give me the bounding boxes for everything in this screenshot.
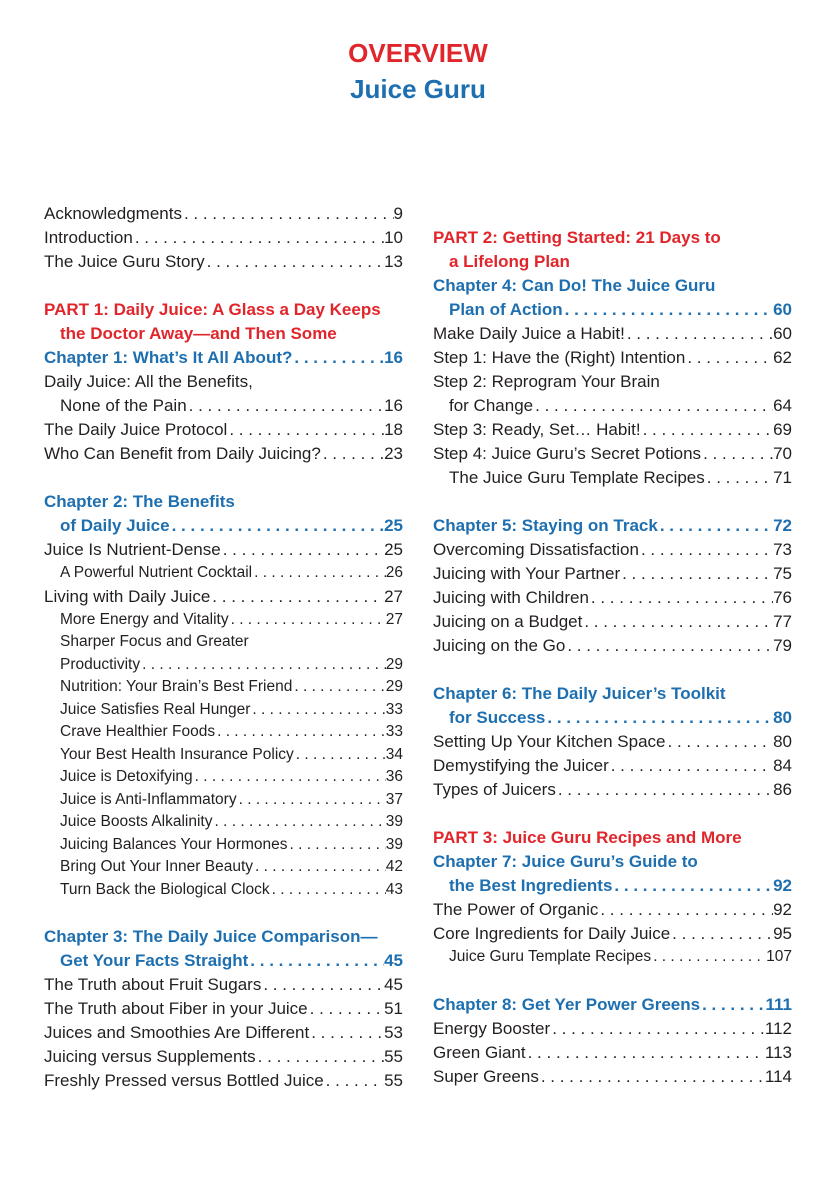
- toc-subentry[interactable]: [44, 654, 403, 677]
- toc-entry-title: Juicing versus Supplements: [44, 1047, 256, 1066]
- toc-entry-title: Juicing with Your Partner: [433, 564, 621, 583]
- toc-entry[interactable]: [433, 610, 792, 634]
- leader-dots: [221, 538, 384, 562]
- toc-entry-title: More Energy and Vitality: [60, 610, 229, 628]
- leader-dots: [140, 654, 386, 677]
- toc-entry-page: 13: [384, 252, 403, 271]
- leader-dots: [187, 394, 384, 418]
- toc-entry[interactable]: [433, 562, 792, 586]
- toc-entry[interactable]: [44, 1021, 403, 1045]
- toc-entry-title: Juice Satisfies Real Hunger: [60, 700, 251, 718]
- leader-dots: [550, 1017, 765, 1041]
- toc-entry-title: Turn Back the Biological Clock: [60, 880, 270, 898]
- leader-dots: [229, 609, 386, 632]
- toc-entry-title: Productivity: [60, 655, 141, 673]
- toc-subentry[interactable]: [44, 609, 403, 632]
- leader-dots: [620, 562, 773, 586]
- toc-subentry[interactable]: [433, 946, 792, 969]
- chapter-heading[interactable]: [433, 850, 792, 874]
- leader-dots: [133, 226, 384, 250]
- toc-entry[interactable]: [44, 1045, 403, 1069]
- toc-entry[interactable]: [44, 202, 403, 226]
- leader-dots: [565, 634, 773, 658]
- toc-entry-page: 18: [384, 420, 403, 439]
- toc-entry-page: 36: [385, 768, 403, 785]
- toc-entry-title: Juice is Anti-Inflammatory: [60, 790, 237, 808]
- toc-subentry[interactable]: [44, 631, 403, 654]
- spacer: [433, 658, 792, 682]
- toc-entry-page: 53: [384, 1023, 403, 1042]
- toc-entry-title: Juicing on a Budget: [433, 612, 583, 631]
- toc-entry-page: 16: [384, 396, 403, 415]
- toc-entry-page: 73: [773, 540, 792, 559]
- toc-entry-title: Juice is Detoxifying: [60, 768, 193, 785]
- toc-entry-page: 62: [773, 348, 792, 367]
- toc-subentry[interactable]: [44, 766, 403, 789]
- toc-entry-title: Energy Booster: [433, 1018, 551, 1038]
- toc-entry-page: 55: [384, 1071, 403, 1090]
- toc-entry[interactable]: [44, 538, 403, 562]
- leader-dots: [612, 874, 773, 898]
- toc-subentry[interactable]: [44, 789, 403, 812]
- toc-entry-title: The Truth about Fruit Sugars: [44, 975, 262, 994]
- leader-dots: [658, 514, 773, 538]
- toc-entry-title: None of the Pain: [60, 396, 187, 415]
- toc-entry[interactable]: [44, 250, 403, 274]
- part-heading-text: PART 1: Daily Juice: A Glass a Day Keeps: [44, 300, 381, 319]
- chapter-title: for Success: [449, 708, 546, 727]
- toc-entry-title: Step 4: Juice Guru’s Secret Potions: [433, 444, 702, 463]
- toc-entry[interactable]: [433, 322, 792, 346]
- toc-subentry[interactable]: [44, 676, 403, 699]
- toc-entry-title: Core Ingredients for Daily Juice: [433, 924, 671, 943]
- toc-entry[interactable]: [433, 1041, 792, 1065]
- toc-entry[interactable]: [433, 394, 792, 418]
- toc-entry-title: The Juice Guru Story: [44, 252, 205, 271]
- toc-entry-page: 43: [385, 880, 403, 898]
- chapter-page: 60: [773, 300, 792, 319]
- leader-dots: [308, 997, 384, 1021]
- toc-entry-title: Nutrition: Your Brain’s Best Friend: [60, 678, 293, 695]
- leader-dots: [287, 834, 385, 857]
- toc-entry-page: 34: [385, 745, 403, 763]
- leader-dots: [324, 1069, 384, 1093]
- toc-entry-title: Juice Is Nutrient-Dense: [44, 540, 221, 559]
- chapter-title: Chapter 2: The Benefits: [44, 492, 235, 511]
- toc-entry[interactable]: [433, 442, 792, 466]
- part-heading[interactable]: [433, 250, 792, 274]
- toc-entry-page: 71: [773, 468, 792, 487]
- toc-entry[interactable]: [44, 418, 403, 442]
- part-heading[interactable]: [433, 826, 792, 850]
- toc-entry[interactable]: [433, 634, 792, 658]
- toc-entry-title: Juicing Balances Your Hormones: [60, 835, 288, 853]
- toc-entry[interactable]: [44, 973, 403, 997]
- chapter-title: of Daily Juice: [60, 516, 170, 535]
- toc-entry[interactable]: [44, 442, 403, 466]
- part-heading-text: a Lifelong Plan: [449, 252, 570, 271]
- toc-entry-title: for Change: [449, 396, 534, 415]
- chapter-heading[interactable]: [44, 490, 403, 514]
- leader-dots: [609, 754, 773, 778]
- toc-entry[interactable]: [44, 226, 403, 250]
- toc-entry-title: Freshly Pressed versus Bottled Juice: [44, 1071, 324, 1090]
- toc-entry[interactable]: [433, 922, 792, 946]
- leader-dots: [294, 744, 386, 767]
- leader-dots: [309, 1021, 384, 1045]
- leader-dots: [700, 993, 765, 1017]
- leader-dots: [182, 202, 394, 226]
- toc-entry-title: Sharper Focus and Greater: [60, 633, 249, 650]
- toc-entry-page: 107: [766, 948, 792, 965]
- leader-dots: [256, 1045, 384, 1069]
- toc-entry-page: 92: [773, 900, 792, 919]
- toc-entry[interactable]: [433, 586, 792, 610]
- toc-entry-page: 37: [385, 790, 403, 808]
- chapter-heading[interactable]: [433, 514, 792, 538]
- toc-entry-page: 26: [385, 564, 403, 581]
- chapter-heading[interactable]: [433, 274, 792, 298]
- leader-dots: [556, 778, 773, 802]
- toc-subentry[interactable]: [44, 562, 403, 585]
- leader-dots: [210, 585, 384, 609]
- toc-entry-page: 55: [384, 1047, 403, 1066]
- spacer: [433, 802, 792, 826]
- toc-left-column: [44, 202, 403, 1093]
- toc-entry-title: The Truth about Fiber in your Juice: [44, 999, 308, 1018]
- page-title: OVERVIEW: [348, 38, 488, 68]
- toc-entry-title: Introduction: [44, 228, 133, 247]
- toc-entry-page: 9: [393, 204, 403, 223]
- chapter-page: 72: [773, 516, 792, 535]
- toc-subentry[interactable]: [44, 699, 403, 722]
- leader-dots: [227, 418, 384, 442]
- chapter-heading[interactable]: [433, 706, 792, 730]
- toc-entry-title: Acknowledgments: [44, 204, 182, 223]
- chapter-page: 45: [384, 951, 403, 970]
- toc-entry-title: Step 2: Reprogram Your Brain: [433, 372, 660, 391]
- leader-dots: [651, 946, 766, 969]
- toc-entry-page: 33: [385, 723, 403, 740]
- toc-subentry[interactable]: [44, 744, 403, 767]
- toc-entry-title: Juicing on the Go: [433, 636, 566, 655]
- leader-dots: [666, 730, 774, 754]
- toc-entry-title: Demystifying the Juicer: [433, 756, 609, 775]
- chapter-title: Chapter 1: What’s It All About?: [44, 348, 293, 367]
- leader-dots: [545, 706, 773, 730]
- leader-dots: [589, 586, 773, 610]
- toc-entry-title: Step 1: Have the (Right) Intention: [433, 348, 686, 367]
- toc-entry[interactable]: [433, 730, 792, 754]
- leader-dots: [270, 879, 386, 902]
- chapter-page: 92: [773, 876, 792, 895]
- toc-entry-page: 51: [384, 999, 403, 1018]
- toc-entry-title: Green Giant: [433, 1042, 526, 1062]
- toc-entry-page: 112: [764, 1018, 792, 1038]
- toc-entry[interactable]: [44, 394, 403, 418]
- toc-entry-page: 29: [385, 678, 403, 695]
- toc-entry-title: Make Daily Juice a Habit!: [433, 324, 625, 343]
- toc-right-column: [433, 226, 792, 1089]
- toc-entry-page: 60: [773, 324, 792, 343]
- toc-entry-title: A Powerful Nutrient Cocktail: [60, 564, 253, 581]
- toc-entry-title: The Daily Juice Protocol: [44, 420, 228, 439]
- toc-entry[interactable]: [433, 346, 792, 370]
- leader-dots: [213, 811, 386, 834]
- leader-dots: [215, 721, 386, 744]
- chapter-heading[interactable]: [44, 925, 403, 949]
- leader-dots: [563, 298, 773, 322]
- leader-dots: [533, 394, 773, 418]
- leader-dots: [539, 1065, 765, 1089]
- chapter-title: Chapter 8: Get Yer Power Greens: [433, 994, 701, 1014]
- toc-entry[interactable]: [433, 418, 792, 442]
- leader-dots: [701, 442, 773, 466]
- toc-entry-page: 29: [385, 655, 403, 673]
- part-heading-text: PART 3: Juice Guru Recipes and More: [433, 828, 742, 847]
- chapter-heading[interactable]: [44, 949, 403, 973]
- leader-dots: [639, 538, 773, 562]
- toc-entry-title: The Power of Organic: [433, 900, 599, 919]
- leader-dots: [193, 766, 386, 789]
- toc-entry-page: 39: [385, 813, 403, 830]
- leader-dots: [248, 949, 384, 973]
- toc-entry-title: Step 3: Ready, Set… Habit!: [433, 420, 641, 439]
- chapter-heading[interactable]: [433, 874, 792, 898]
- spacer: [44, 274, 403, 298]
- toc-entry[interactable]: [433, 898, 792, 922]
- chapter-title: Chapter 7: Juice Guru’s Guide to: [433, 852, 698, 871]
- leader-dots: [526, 1041, 765, 1065]
- toc-entry-page: 75: [773, 564, 792, 583]
- toc-entry[interactable]: [433, 370, 792, 394]
- leader-dots: [685, 346, 773, 370]
- toc-subentry[interactable]: [44, 834, 403, 857]
- leader-dots: [250, 699, 385, 722]
- book-title: Juice Guru: [350, 74, 486, 104]
- toc-entry-page: 27: [384, 586, 403, 606]
- toc-entry[interactable]: [433, 466, 792, 490]
- part-heading[interactable]: [44, 322, 403, 346]
- toc-entry-title: Super Greens: [433, 1066, 539, 1086]
- toc-entry[interactable]: [44, 997, 403, 1021]
- toc-entry[interactable]: [44, 1069, 403, 1093]
- chapter-page: 25: [384, 516, 403, 535]
- toc-entry-page: 23: [384, 444, 403, 463]
- toc-subentry[interactable]: [44, 856, 403, 879]
- leader-dots: [670, 922, 773, 946]
- chapter-title: Chapter 3: The Daily Juice Comparison—: [44, 927, 378, 946]
- leader-dots: [598, 898, 773, 922]
- toc-entry-page: 45: [384, 975, 403, 994]
- toc-subentry[interactable]: [44, 811, 403, 834]
- spacer: [44, 901, 403, 925]
- toc-entry-page: 95: [773, 924, 792, 943]
- toc-entry-title: Your Best Health Insurance Policy: [60, 745, 294, 763]
- toc-entry-title: Types of Juicers: [433, 780, 556, 799]
- leader-dots: [237, 789, 386, 812]
- toc-subentry[interactable]: [44, 721, 403, 744]
- toc-entry-page: 64: [773, 396, 792, 415]
- leader-dots: [641, 418, 774, 442]
- toc-entry-title: Crave Healthier Foods: [60, 723, 216, 740]
- toc-entry-page: 79: [773, 636, 792, 655]
- spacer: [44, 466, 403, 490]
- leader-dots: [252, 562, 386, 585]
- leader-dots: [292, 346, 384, 370]
- chapter-title: Get Your Facts Straight: [60, 951, 249, 970]
- chapter-heading[interactable]: [433, 682, 792, 706]
- leader-dots: [205, 250, 384, 274]
- toc-entry-page: 84: [773, 756, 792, 775]
- leader-dots: [253, 856, 386, 879]
- chapter-page: 80: [773, 708, 792, 727]
- toc-entry-page: 39: [385, 835, 403, 853]
- chapter-title: the Best Ingredients: [449, 876, 613, 895]
- toc-entry-title: The Juice Guru Template Recipes: [449, 468, 705, 487]
- toc-entry-page: 80: [773, 732, 792, 751]
- toc-entry-page: 86: [773, 780, 792, 799]
- toc-entry-title: Juice Boosts Alkalinity: [60, 813, 213, 830]
- toc-entry-page: 42: [385, 858, 403, 875]
- chapter-page: 16: [384, 348, 403, 367]
- toc-entry-title: Who Can Benefit from Daily Juicing?: [44, 444, 321, 463]
- toc-entry[interactable]: [433, 1065, 792, 1089]
- chapter-heading[interactable]: [433, 993, 792, 1017]
- chapter-page: 111: [765, 994, 792, 1014]
- toc-entry-page: 27: [385, 610, 403, 628]
- toc-entry-title: Juices and Smoothies Are Different: [44, 1023, 310, 1042]
- toc-entry-title: Juicing with Children: [433, 588, 589, 607]
- toc-entry[interactable]: [433, 754, 792, 778]
- part-heading-text: the Doctor Away—and Then Some: [60, 324, 337, 343]
- chapter-title: Chapter 6: The Daily Juicer’s Toolkit: [433, 684, 726, 703]
- toc-entry[interactable]: [44, 585, 403, 609]
- toc-entry-title: Living with Daily Juice: [44, 586, 211, 606]
- chapter-title: Chapter 5: Staying on Track: [433, 516, 658, 535]
- chapter-heading[interactable]: [44, 514, 403, 538]
- leader-dots: [170, 514, 384, 538]
- toc-entry-page: 76: [773, 588, 792, 607]
- toc-entry-title: Bring Out Your Inner Beauty: [60, 858, 254, 875]
- toc-entry[interactable]: [433, 778, 792, 802]
- part-heading-text: PART 2: Getting Started: 21 Days to: [433, 228, 721, 247]
- toc-entry-page: 69: [773, 420, 792, 439]
- toc-entry-page: 114: [764, 1066, 792, 1086]
- toc-entry[interactable]: [433, 538, 792, 562]
- toc-entry-title: Juice Guru Template Recipes: [449, 948, 652, 965]
- toc-entry-title: Setting Up Your Kitchen Space: [433, 732, 666, 751]
- chapter-heading[interactable]: [44, 346, 403, 370]
- toc-entry-title: Daily Juice: All the Benefits,: [44, 372, 253, 391]
- toc-subentry[interactable]: [44, 879, 403, 902]
- spacer: [433, 969, 792, 993]
- leader-dots: [321, 442, 384, 466]
- toc-entry-page: 113: [764, 1042, 792, 1062]
- leader-dots: [582, 610, 773, 634]
- chapter-title: Plan of Action: [449, 300, 563, 319]
- spacer: [433, 490, 792, 514]
- toc-entry-page: 10: [384, 228, 403, 247]
- chapter-title: Chapter 4: Can Do! The Juice Guru: [433, 276, 716, 295]
- toc-entry[interactable]: [433, 1017, 792, 1041]
- leader-dots: [292, 676, 385, 699]
- chapter-heading[interactable]: [433, 298, 792, 322]
- part-heading[interactable]: [433, 226, 792, 250]
- toc-entry-page: 25: [384, 540, 403, 559]
- toc-entry-title: Overcoming Dissatisfaction: [433, 540, 639, 559]
- part-heading[interactable]: [44, 298, 403, 322]
- toc-entry-page: 70: [773, 444, 792, 463]
- toc-entry[interactable]: [44, 370, 403, 394]
- toc-entry-page: 33: [385, 700, 403, 718]
- leader-dots: [261, 973, 384, 997]
- leader-dots: [625, 322, 773, 346]
- toc-entry-page: 77: [773, 612, 792, 631]
- leader-dots: [705, 466, 773, 490]
